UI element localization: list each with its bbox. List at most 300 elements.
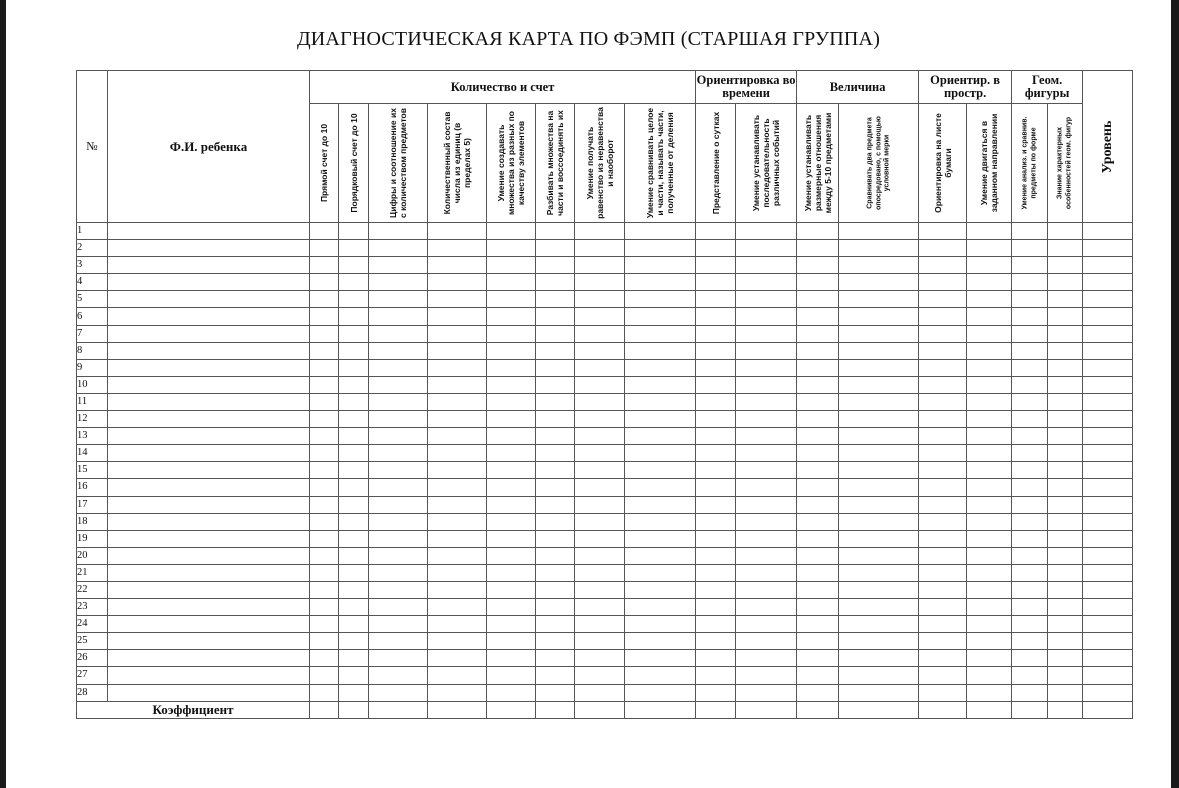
- score-cell[interactable]: [736, 513, 797, 530]
- score-cell[interactable]: [919, 650, 967, 667]
- score-cell[interactable]: [919, 479, 967, 496]
- score-cell[interactable]: [1012, 462, 1048, 479]
- score-cell[interactable]: [369, 564, 428, 581]
- score-cell[interactable]: [797, 667, 839, 684]
- score-cell[interactable]: [536, 291, 575, 308]
- score-cell[interactable]: [487, 291, 536, 308]
- coefficient-cell[interactable]: [736, 701, 797, 718]
- score-cell[interactable]: [625, 376, 696, 393]
- score-cell[interactable]: [339, 667, 369, 684]
- score-cell[interactable]: [487, 359, 536, 376]
- score-cell[interactable]: [967, 411, 1012, 428]
- score-cell[interactable]: [625, 616, 696, 633]
- score-cell[interactable]: [1048, 325, 1083, 342]
- score-cell[interactable]: [575, 496, 625, 513]
- score-cell[interactable]: [339, 274, 369, 291]
- score-cell[interactable]: [369, 667, 428, 684]
- child-name-cell[interactable]: [108, 633, 310, 650]
- score-cell[interactable]: [339, 291, 369, 308]
- score-cell[interactable]: [487, 616, 536, 633]
- score-cell[interactable]: [696, 650, 736, 667]
- score-cell[interactable]: [736, 547, 797, 564]
- score-cell[interactable]: [428, 496, 487, 513]
- score-cell[interactable]: [487, 325, 536, 342]
- coefficient-cell[interactable]: [625, 701, 696, 718]
- score-cell[interactable]: [428, 445, 487, 462]
- score-cell[interactable]: [428, 342, 487, 359]
- score-cell[interactable]: [339, 359, 369, 376]
- score-cell[interactable]: [428, 616, 487, 633]
- score-cell[interactable]: [625, 462, 696, 479]
- score-cell[interactable]: [839, 462, 919, 479]
- score-cell[interactable]: [536, 564, 575, 581]
- score-cell[interactable]: [1012, 411, 1048, 428]
- score-cell[interactable]: [797, 445, 839, 462]
- score-cell[interactable]: [919, 308, 967, 325]
- score-cell[interactable]: [797, 479, 839, 496]
- score-cell[interactable]: [536, 479, 575, 496]
- score-cell[interactable]: [575, 530, 625, 547]
- score-cell[interactable]: [310, 428, 339, 445]
- coefficient-cell[interactable]: [487, 701, 536, 718]
- level-cell[interactable]: [1083, 428, 1133, 445]
- score-cell[interactable]: [839, 445, 919, 462]
- score-cell[interactable]: [310, 291, 339, 308]
- score-cell[interactable]: [967, 530, 1012, 547]
- score-cell[interactable]: [1012, 342, 1048, 359]
- level-cell[interactable]: [1083, 342, 1133, 359]
- score-cell[interactable]: [369, 445, 428, 462]
- score-cell[interactable]: [967, 240, 1012, 257]
- score-cell[interactable]: [919, 599, 967, 616]
- score-cell[interactable]: [310, 684, 339, 701]
- score-cell[interactable]: [1012, 359, 1048, 376]
- score-cell[interactable]: [369, 308, 428, 325]
- score-cell[interactable]: [839, 581, 919, 598]
- score-cell[interactable]: [625, 411, 696, 428]
- score-cell[interactable]: [575, 650, 625, 667]
- level-cell[interactable]: [1083, 411, 1133, 428]
- level-cell[interactable]: [1083, 547, 1133, 564]
- score-cell[interactable]: [339, 325, 369, 342]
- score-cell[interactable]: [736, 633, 797, 650]
- score-cell[interactable]: [736, 428, 797, 445]
- level-cell[interactable]: [1083, 274, 1133, 291]
- score-cell[interactable]: [369, 393, 428, 410]
- score-cell[interactable]: [736, 599, 797, 616]
- score-cell[interactable]: [736, 291, 797, 308]
- score-cell[interactable]: [919, 376, 967, 393]
- score-cell[interactable]: [310, 342, 339, 359]
- score-cell[interactable]: [919, 633, 967, 650]
- coefficient-cell[interactable]: [839, 701, 919, 718]
- score-cell[interactable]: [428, 581, 487, 598]
- level-cell[interactable]: [1083, 633, 1133, 650]
- score-cell[interactable]: [696, 667, 736, 684]
- child-name-cell[interactable]: [108, 650, 310, 667]
- score-cell[interactable]: [1012, 240, 1048, 257]
- score-cell[interactable]: [797, 325, 839, 342]
- score-cell[interactable]: [310, 359, 339, 376]
- score-cell[interactable]: [575, 274, 625, 291]
- score-cell[interactable]: [536, 428, 575, 445]
- score-cell[interactable]: [536, 530, 575, 547]
- score-cell[interactable]: [536, 393, 575, 410]
- coefficient-cell[interactable]: [1083, 701, 1133, 718]
- score-cell[interactable]: [967, 513, 1012, 530]
- score-cell[interactable]: [1012, 445, 1048, 462]
- score-cell[interactable]: [1048, 633, 1083, 650]
- score-cell[interactable]: [919, 411, 967, 428]
- score-cell[interactable]: [625, 223, 696, 240]
- score-cell[interactable]: [696, 291, 736, 308]
- score-cell[interactable]: [967, 564, 1012, 581]
- score-cell[interactable]: [919, 616, 967, 633]
- score-cell[interactable]: [339, 376, 369, 393]
- score-cell[interactable]: [736, 308, 797, 325]
- score-cell[interactable]: [696, 445, 736, 462]
- score-cell[interactable]: [428, 547, 487, 564]
- score-cell[interactable]: [797, 599, 839, 616]
- score-cell[interactable]: [428, 428, 487, 445]
- score-cell[interactable]: [625, 564, 696, 581]
- score-cell[interactable]: [536, 411, 575, 428]
- score-cell[interactable]: [967, 308, 1012, 325]
- score-cell[interactable]: [428, 291, 487, 308]
- score-cell[interactable]: [696, 684, 736, 701]
- score-cell[interactable]: [339, 633, 369, 650]
- score-cell[interactable]: [839, 257, 919, 274]
- score-cell[interactable]: [1048, 428, 1083, 445]
- score-cell[interactable]: [736, 684, 797, 701]
- score-cell[interactable]: [369, 428, 428, 445]
- score-cell[interactable]: [339, 308, 369, 325]
- score-cell[interactable]: [919, 445, 967, 462]
- score-cell[interactable]: [310, 223, 339, 240]
- score-cell[interactable]: [310, 274, 339, 291]
- score-cell[interactable]: [967, 496, 1012, 513]
- child-name-cell[interactable]: [108, 411, 310, 428]
- score-cell[interactable]: [839, 393, 919, 410]
- coefficient-cell[interactable]: [536, 701, 575, 718]
- score-cell[interactable]: [310, 376, 339, 393]
- level-cell[interactable]: [1083, 308, 1133, 325]
- score-cell[interactable]: [967, 633, 1012, 650]
- score-cell[interactable]: [575, 616, 625, 633]
- level-cell[interactable]: [1083, 240, 1133, 257]
- score-cell[interactable]: [797, 257, 839, 274]
- coefficient-cell[interactable]: [797, 701, 839, 718]
- level-cell[interactable]: [1083, 479, 1133, 496]
- score-cell[interactable]: [1048, 223, 1083, 240]
- score-cell[interactable]: [339, 564, 369, 581]
- score-cell[interactable]: [625, 274, 696, 291]
- score-cell[interactable]: [625, 393, 696, 410]
- score-cell[interactable]: [696, 513, 736, 530]
- score-cell[interactable]: [310, 616, 339, 633]
- score-cell[interactable]: [310, 513, 339, 530]
- score-cell[interactable]: [575, 428, 625, 445]
- score-cell[interactable]: [625, 428, 696, 445]
- score-cell[interactable]: [339, 530, 369, 547]
- score-cell[interactable]: [736, 359, 797, 376]
- score-cell[interactable]: [967, 359, 1012, 376]
- score-cell[interactable]: [919, 291, 967, 308]
- child-name-cell[interactable]: [108, 462, 310, 479]
- score-cell[interactable]: [797, 359, 839, 376]
- score-cell[interactable]: [696, 581, 736, 598]
- score-cell[interactable]: [919, 547, 967, 564]
- score-cell[interactable]: [967, 393, 1012, 410]
- child-name-cell[interactable]: [108, 359, 310, 376]
- score-cell[interactable]: [696, 616, 736, 633]
- score-cell[interactable]: [967, 291, 1012, 308]
- score-cell[interactable]: [736, 274, 797, 291]
- score-cell[interactable]: [797, 342, 839, 359]
- score-cell[interactable]: [369, 325, 428, 342]
- score-cell[interactable]: [919, 496, 967, 513]
- score-cell[interactable]: [919, 530, 967, 547]
- score-cell[interactable]: [339, 581, 369, 598]
- score-cell[interactable]: [487, 393, 536, 410]
- score-cell[interactable]: [967, 616, 1012, 633]
- score-cell[interactable]: [919, 513, 967, 530]
- score-cell[interactable]: [339, 428, 369, 445]
- score-cell[interactable]: [625, 530, 696, 547]
- score-cell[interactable]: [919, 462, 967, 479]
- score-cell[interactable]: [536, 650, 575, 667]
- score-cell[interactable]: [696, 428, 736, 445]
- score-cell[interactable]: [1012, 308, 1048, 325]
- score-cell[interactable]: [1048, 616, 1083, 633]
- score-cell[interactable]: [310, 633, 339, 650]
- score-cell[interactable]: [487, 342, 536, 359]
- level-cell[interactable]: [1083, 564, 1133, 581]
- score-cell[interactable]: [428, 462, 487, 479]
- score-cell[interactable]: [625, 513, 696, 530]
- score-cell[interactable]: [625, 359, 696, 376]
- score-cell[interactable]: [536, 325, 575, 342]
- score-cell[interactable]: [369, 633, 428, 650]
- score-cell[interactable]: [369, 257, 428, 274]
- score-cell[interactable]: [839, 667, 919, 684]
- score-cell[interactable]: [536, 599, 575, 616]
- score-cell[interactable]: [339, 513, 369, 530]
- score-cell[interactable]: [696, 359, 736, 376]
- score-cell[interactable]: [575, 291, 625, 308]
- score-cell[interactable]: [797, 496, 839, 513]
- score-cell[interactable]: [625, 479, 696, 496]
- score-cell[interactable]: [736, 240, 797, 257]
- score-cell[interactable]: [839, 376, 919, 393]
- score-cell[interactable]: [797, 530, 839, 547]
- score-cell[interactable]: [839, 479, 919, 496]
- score-cell[interactable]: [487, 513, 536, 530]
- coefficient-cell[interactable]: [339, 701, 369, 718]
- score-cell[interactable]: [967, 462, 1012, 479]
- score-cell[interactable]: [736, 393, 797, 410]
- score-cell[interactable]: [625, 257, 696, 274]
- score-cell[interactable]: [919, 667, 967, 684]
- score-cell[interactable]: [536, 308, 575, 325]
- score-cell[interactable]: [1012, 633, 1048, 650]
- score-cell[interactable]: [736, 479, 797, 496]
- score-cell[interactable]: [839, 496, 919, 513]
- score-cell[interactable]: [575, 462, 625, 479]
- score-cell[interactable]: [487, 496, 536, 513]
- child-name-cell[interactable]: [108, 513, 310, 530]
- score-cell[interactable]: [797, 564, 839, 581]
- score-cell[interactable]: [487, 667, 536, 684]
- score-cell[interactable]: [1048, 667, 1083, 684]
- score-cell[interactable]: [919, 257, 967, 274]
- score-cell[interactable]: [1012, 257, 1048, 274]
- score-cell[interactable]: [696, 479, 736, 496]
- score-cell[interactable]: [919, 223, 967, 240]
- score-cell[interactable]: [487, 547, 536, 564]
- score-cell[interactable]: [575, 581, 625, 598]
- score-cell[interactable]: [696, 411, 736, 428]
- score-cell[interactable]: [839, 342, 919, 359]
- coefficient-cell[interactable]: [428, 701, 487, 718]
- child-name-cell[interactable]: [108, 376, 310, 393]
- score-cell[interactable]: [369, 581, 428, 598]
- score-cell[interactable]: [625, 667, 696, 684]
- child-name-cell[interactable]: [108, 564, 310, 581]
- score-cell[interactable]: [310, 496, 339, 513]
- coefficient-cell[interactable]: [310, 701, 339, 718]
- score-cell[interactable]: [625, 599, 696, 616]
- child-name-cell[interactable]: [108, 479, 310, 496]
- score-cell[interactable]: [1012, 496, 1048, 513]
- score-cell[interactable]: [1048, 445, 1083, 462]
- score-cell[interactable]: [1012, 581, 1048, 598]
- score-cell[interactable]: [310, 308, 339, 325]
- level-cell[interactable]: [1083, 376, 1133, 393]
- score-cell[interactable]: [428, 274, 487, 291]
- score-cell[interactable]: [310, 547, 339, 564]
- score-cell[interactable]: [369, 513, 428, 530]
- score-cell[interactable]: [797, 428, 839, 445]
- score-cell[interactable]: [967, 342, 1012, 359]
- score-cell[interactable]: [428, 684, 487, 701]
- score-cell[interactable]: [696, 393, 736, 410]
- coefficient-cell[interactable]: [967, 701, 1012, 718]
- score-cell[interactable]: [575, 667, 625, 684]
- score-cell[interactable]: [575, 257, 625, 274]
- coefficient-cell[interactable]: [919, 701, 967, 718]
- score-cell[interactable]: [428, 530, 487, 547]
- score-cell[interactable]: [797, 411, 839, 428]
- score-cell[interactable]: [919, 325, 967, 342]
- score-cell[interactable]: [1048, 599, 1083, 616]
- score-cell[interactable]: [919, 342, 967, 359]
- child-name-cell[interactable]: [108, 308, 310, 325]
- score-cell[interactable]: [797, 291, 839, 308]
- child-name-cell[interactable]: [108, 445, 310, 462]
- score-cell[interactable]: [310, 325, 339, 342]
- score-cell[interactable]: [310, 530, 339, 547]
- score-cell[interactable]: [1012, 291, 1048, 308]
- score-cell[interactable]: [536, 462, 575, 479]
- child-name-cell[interactable]: [108, 599, 310, 616]
- score-cell[interactable]: [428, 359, 487, 376]
- level-cell[interactable]: [1083, 684, 1133, 701]
- score-cell[interactable]: [1048, 496, 1083, 513]
- score-cell[interactable]: [575, 513, 625, 530]
- score-cell[interactable]: [487, 223, 536, 240]
- score-cell[interactable]: [797, 274, 839, 291]
- level-cell[interactable]: [1083, 667, 1133, 684]
- score-cell[interactable]: [797, 376, 839, 393]
- score-cell[interactable]: [536, 513, 575, 530]
- score-cell[interactable]: [736, 462, 797, 479]
- score-cell[interactable]: [339, 684, 369, 701]
- level-cell[interactable]: [1083, 513, 1133, 530]
- score-cell[interactable]: [1012, 223, 1048, 240]
- level-cell[interactable]: [1083, 530, 1133, 547]
- score-cell[interactable]: [1012, 325, 1048, 342]
- score-cell[interactable]: [839, 564, 919, 581]
- score-cell[interactable]: [369, 496, 428, 513]
- score-cell[interactable]: [339, 445, 369, 462]
- score-cell[interactable]: [310, 240, 339, 257]
- score-cell[interactable]: [339, 479, 369, 496]
- score-cell[interactable]: [839, 547, 919, 564]
- score-cell[interactable]: [339, 240, 369, 257]
- score-cell[interactable]: [696, 599, 736, 616]
- child-name-cell[interactable]: [108, 667, 310, 684]
- score-cell[interactable]: [1012, 376, 1048, 393]
- score-cell[interactable]: [1048, 684, 1083, 701]
- score-cell[interactable]: [310, 257, 339, 274]
- score-cell[interactable]: [536, 684, 575, 701]
- score-cell[interactable]: [1048, 479, 1083, 496]
- score-cell[interactable]: [575, 547, 625, 564]
- score-cell[interactable]: [428, 308, 487, 325]
- level-cell[interactable]: [1083, 325, 1133, 342]
- score-cell[interactable]: [839, 359, 919, 376]
- score-cell[interactable]: [967, 650, 1012, 667]
- score-cell[interactable]: [736, 650, 797, 667]
- score-cell[interactable]: [839, 223, 919, 240]
- score-cell[interactable]: [797, 633, 839, 650]
- score-cell[interactable]: [625, 496, 696, 513]
- child-name-cell[interactable]: [108, 684, 310, 701]
- score-cell[interactable]: [919, 393, 967, 410]
- score-cell[interactable]: [487, 530, 536, 547]
- level-cell[interactable]: [1083, 650, 1133, 667]
- score-cell[interactable]: [575, 308, 625, 325]
- score-cell[interactable]: [625, 684, 696, 701]
- score-cell[interactable]: [1012, 513, 1048, 530]
- score-cell[interactable]: [369, 240, 428, 257]
- score-cell[interactable]: [736, 376, 797, 393]
- coefficient-cell[interactable]: [575, 701, 625, 718]
- score-cell[interactable]: [339, 223, 369, 240]
- coefficient-cell[interactable]: [1012, 701, 1048, 718]
- score-cell[interactable]: [487, 240, 536, 257]
- score-cell[interactable]: [575, 342, 625, 359]
- score-cell[interactable]: [487, 599, 536, 616]
- child-name-cell[interactable]: [108, 223, 310, 240]
- child-name-cell[interactable]: [108, 547, 310, 564]
- score-cell[interactable]: [1048, 359, 1083, 376]
- score-cell[interactable]: [839, 616, 919, 633]
- score-cell[interactable]: [339, 650, 369, 667]
- score-cell[interactable]: [536, 581, 575, 598]
- score-cell[interactable]: [536, 633, 575, 650]
